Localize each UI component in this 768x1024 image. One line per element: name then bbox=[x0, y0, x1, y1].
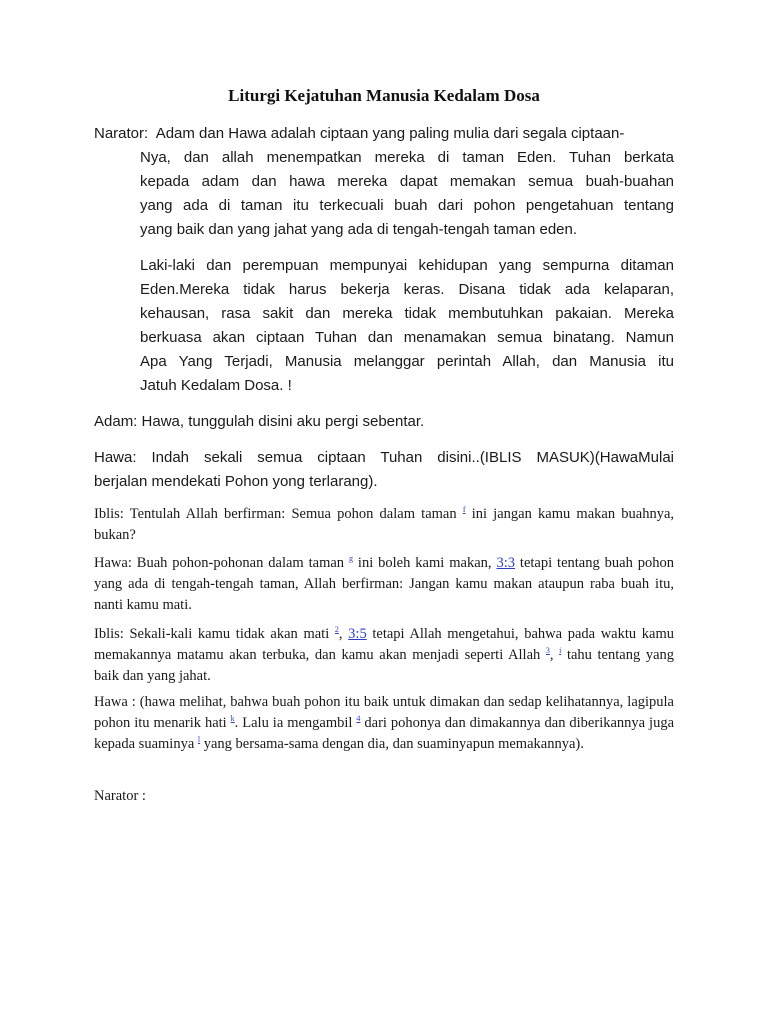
footnote-ref-link[interactable]: f bbox=[462, 505, 466, 514]
narrator-text-line: Apa Yang Terjadi, Manusia melanggar perintah Allah, dan Manusia itu bbox=[140, 353, 674, 370]
narrator-text-line: Laki-laki dan perempuan mempunyai kehidupan yang sempurna ditaman bbox=[140, 257, 674, 274]
narrator-text-line: berkuasa akan ciptaan Tuhan dan menamakan semua binatang. Namun bbox=[140, 329, 674, 346]
adam-line: Adam: Hawa, tunggulah disini aku pergi sebentar. bbox=[94, 413, 425, 430]
narrator-text-line: kepada adam dan hawa mereka dapat memakan semua buah-buahan bbox=[140, 173, 674, 190]
footnote-ref-link[interactable]: 2 bbox=[334, 625, 339, 634]
footnote-ref-link[interactable]: i bbox=[559, 646, 562, 655]
hawa-text-line: Hawa: Indah sekali semua ciptaan Tuhan disini..(IBLIS MASUK)(HawaMulai bbox=[94, 449, 674, 466]
hawa-paragraph-3: Hawa : (hawa melihat, bahwa buah pohon itu baik untuk dimakan dan sedap kelihatannya, lagipula pohon itu menarik hati $^k$. Lalu ia mengambil $^4$ dari pohonya dan dimakannya dan diberikannya juga kepada suaminya $^l$ yang bersama-sama dengan dia, dan suaminyapun memakannya). bbox=[94, 694, 675, 752]
footnote-ref-link[interactable]: g bbox=[348, 554, 353, 563]
narrator-end-label: Narator : bbox=[94, 788, 146, 804]
iblis-paragraph-1: Iblis: Tentulah Allah berfirman: Semua pohon dalam taman $^f$ ini jangan kamu makan buahnya, bukan? bbox=[94, 505, 675, 543]
page-title: Liturgi Kejatuhan Manusia Kedalam Dosa bbox=[228, 86, 540, 105]
verse-link[interactable]: 3:3 bbox=[496, 555, 515, 571]
verse-link[interactable]: 3:5 bbox=[348, 626, 367, 642]
speaker-label: Narator: bbox=[94, 125, 149, 142]
footnote-ref-link[interactable]: l bbox=[197, 735, 201, 744]
narrator-text-line: Eden.Mereka tidak harus bekerja keras. Disana tidak ada kelaparan, bbox=[140, 281, 674, 298]
narrator-text-line: Nya, dan allah menempatkan mereka di taman Eden. Tuhan berkata bbox=[140, 149, 674, 166]
footnote-ref-link[interactable]: 4 bbox=[356, 714, 361, 723]
footnote-ref-link[interactable]: k bbox=[230, 714, 235, 723]
hawa-text-line: berjalan mendekati Pohon yong terlarang). bbox=[94, 473, 378, 490]
hawa-paragraph-2: Hawa: Buah pohon-pohonan dalam taman $^g$ ini boleh kami makan, 3:3 tetapi tentang buah pohon yang ada di tengah-tengah taman, Allah berfirman: Jangan kamu makan ataupun raba buah itu, nanti kamu mati. bbox=[94, 554, 675, 613]
footnote-ref-link[interactable]: 3 bbox=[545, 646, 550, 655]
iblis-paragraph-2: Iblis: Sekali-kali kamu tidak akan mati $^2$, 3:5 tetapi Allah mengetahui, bahwa pada waktu kamu memakannya matamu akan terbuka, dan kamu akan menjadi seperti Allah $^3$, $^i$ tahu tentang yang baik dan yang jahat. bbox=[94, 625, 675, 684]
narrator-text-line: yang ada di taman itu terkecuali buah dari pohon pengetahuan tentang bbox=[140, 197, 674, 214]
narrator-text-line: kehausan, rasa sakit dan mereka tidak membutuhkan pakaian. Mereka bbox=[140, 305, 674, 322]
narrator-text-line: Adam dan Hawa adalah ciptaan yang paling mulia dari segala ciptaan- bbox=[155, 125, 625, 142]
narrator-text-line: yang baik dan yang jahat yang ada di tengah-tengah taman eden. bbox=[140, 221, 578, 238]
narrator-text-line: Jatuh Kedalam Dosa. ! bbox=[140, 377, 292, 394]
